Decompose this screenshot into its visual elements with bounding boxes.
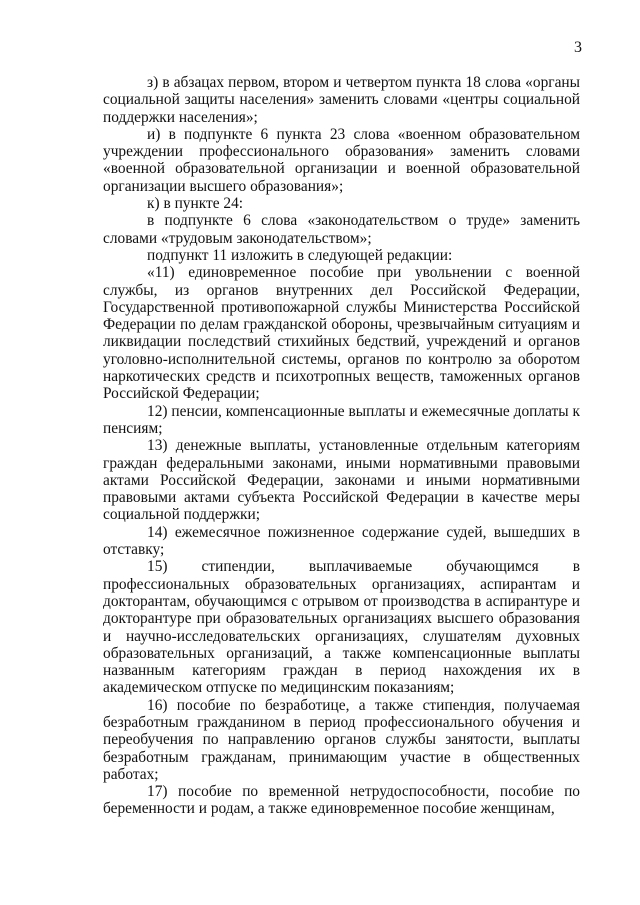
paragraph-item-17: 17) пособие по временной нетрудоспособности, пособие по беременности и родам, а также единовременное пособие женщинам, — [103, 783, 580, 818]
paragraph-item-16: 16) пособие по безработице, а также стипендия, получаемая безработным гражданином в период профессионального обучения и переобучения по направлению органов службы занятости, выплаты безработным гражданам, принимающим участие в общественных работах; — [103, 696, 580, 783]
paragraph-k: к) в пункте 24: — [147, 195, 244, 213]
paragraph-item-13: 13) денежные выплаты, установленные отдельным категориям граждан федеральными законами, иными нормативными правовыми актами Российской Федерации, законами и иными нормативными правовыми актами субъекта Российской Федерации в качестве меры социальной поддержки; — [103, 437, 580, 524]
paragraph-z: з) в абзацах первом, втором и четвертом пункта 18 слова «органы социальной защиты населения» заменить словами «центры социальной поддержки населения»; — [103, 74, 580, 126]
paragraph-item-12: 12) пенсии, компенсационные выплаты и ежемесячные доплаты к пенсиям; — [103, 402, 580, 437]
paragraph-subitem-11-intro: подпункт 11 изложить в следующей редакции: — [147, 246, 453, 264]
paragraph-item-14: 14) ежемесячное пожизненное содержание судей, вышедших в отставку; — [103, 523, 580, 559]
document-body — [103, 74, 580, 818]
paragraph-subitem-6: в подпункте 6 слова «законодательством о труде» заменить словами «трудовым законодательством»; — [103, 212, 580, 247]
paragraph-item-15: 15) стипендии, выплачиваемые обучающимся в профессиональных образовательных организациях, аспирантам и докторантам, обучающимся с отрывом от производства в аспирантуре и докторантуре при образовательных организациях высшего образования и научно-исследовательских организациях, слушателям духовных образовательных организаций, а также компенсационные выплаты названным категориям граждан в период нахождения их в академическом отпуске по медицинским показаниям; — [103, 558, 580, 697]
page-number: 3 — [574, 39, 582, 56]
paragraph-item-11: «11) единовременное пособие при увольнении с военной службы, из органов внутренних дел Российской Федерации, Государственной противопожарной службы Министерства Российской Федерации по делам гражданской обороны, чрезвычайным ситуациям и ликвидации последствий стихийных бедствий, учреждений и органов уголовно-исполнительной системы, органов по контролю за оборотом наркотических средств и психотропных веществ, таможенных органов Российской Федерации; — [103, 264, 580, 403]
paragraph-i: и) в подпункте 6 пункта 23 слова «военном образовательном учреждении профессионального образования» заменить словами «военной образовательной организации и военной образовательной организации высшего образования»; — [103, 125, 580, 195]
